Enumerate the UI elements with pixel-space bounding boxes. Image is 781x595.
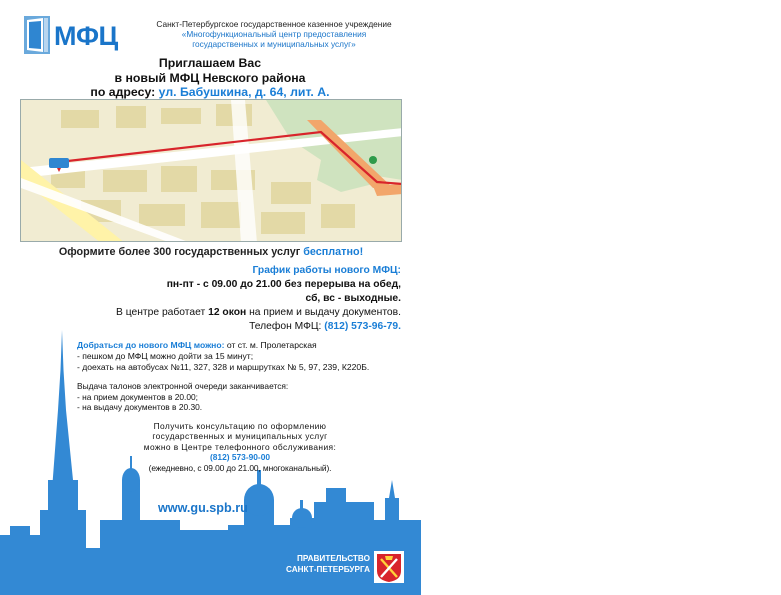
map-graphic (21, 100, 402, 242)
location-map (20, 99, 402, 242)
hours-weekdays: пн-пт - с 09.00 до 21.00 без перерыва на обед, (166, 279, 401, 290)
queue-issue: - на выдачу документов в 20.30. (77, 402, 203, 413)
windows-count: 12 окон (208, 307, 247, 318)
organization-name (130, 19, 418, 49)
door-logo-icon (24, 16, 50, 54)
queue-title: Выдача талонов электронной очереди заканчивается: (77, 381, 289, 391)
invite-line-3 (60, 85, 360, 100)
slogan-text: Оформите более 300 государственных услуг (58, 246, 304, 258)
hours-windows (21, 306, 401, 320)
directions-from: от ст. м. Пролетарская (224, 340, 317, 350)
org-line-2: «Многофункциональный центр предоставления (181, 29, 367, 39)
directions-walk: - пешком до МФЦ можно дойти за 15 минут; (77, 351, 254, 362)
hours-weekend: сб, вс - выходные. (305, 293, 401, 304)
call-center-phone: (812) 573-90-00 (209, 452, 271, 463)
mfc-logo (24, 16, 128, 56)
org-line-3: государственных и муниципальных услуг» (192, 39, 356, 49)
slogan-free: бесплатно! (303, 246, 364, 258)
invite-line-2: в новый МФЦ Невского района (114, 70, 306, 85)
directions-title: Добраться до нового МФЦ можно: (77, 340, 225, 350)
queue-intake: - на прием документов в 20.00; (77, 391, 199, 402)
consult-line-2: государственных и муниципальных услуг (152, 431, 328, 442)
spb-coat-of-arms-icon (374, 551, 404, 583)
services-slogan (20, 246, 402, 258)
directions-bus: - доехать на автобусах №11, 327, 328 и маршрутках № 5, 97, 239, К220Б. (77, 362, 370, 373)
windows-suffix: на прием и выдачу документов. (246, 307, 401, 318)
invite-line-1: Приглашаем Вас (158, 56, 262, 70)
consultation-info (130, 421, 350, 473)
consult-line-4: (ежедневно, с 09.00 до 21.00, многоканальный). (148, 462, 332, 473)
queue-info (77, 381, 397, 413)
consult-line-3: можно в Центре телефонного обслуживания: (143, 441, 337, 452)
consult-line-1: Получить консультацию по оформлению (153, 421, 327, 431)
mfc-phone: (812) 573-96-79. (324, 321, 401, 332)
directions-title-line (77, 340, 417, 351)
phone-prefix: Телефон МФЦ: (249, 321, 325, 332)
website-link[interactable]: www.gu.spb.ru (158, 501, 248, 515)
invitation-heading (60, 56, 360, 100)
logo-text: МФЦ (54, 21, 118, 51)
invite-address: ул. Бабушкина, д. 64, лит. А. (158, 85, 330, 99)
hours-title: График работы нового МФЦ: (252, 265, 401, 276)
windows-prefix: В центре работает (116, 307, 209, 318)
gov-line-1: ПРАВИТЕЛЬСТВО (296, 554, 370, 563)
invite-address-prefix: по адресу: (90, 85, 159, 99)
working-hours (21, 264, 401, 334)
government-label (274, 554, 370, 575)
org-line-1: Санкт-Петербургское государственное казенное учреждение (156, 19, 392, 29)
directions (77, 340, 417, 374)
gov-line-2: САНКТ-ПЕТЕРБУРГА (285, 564, 370, 574)
